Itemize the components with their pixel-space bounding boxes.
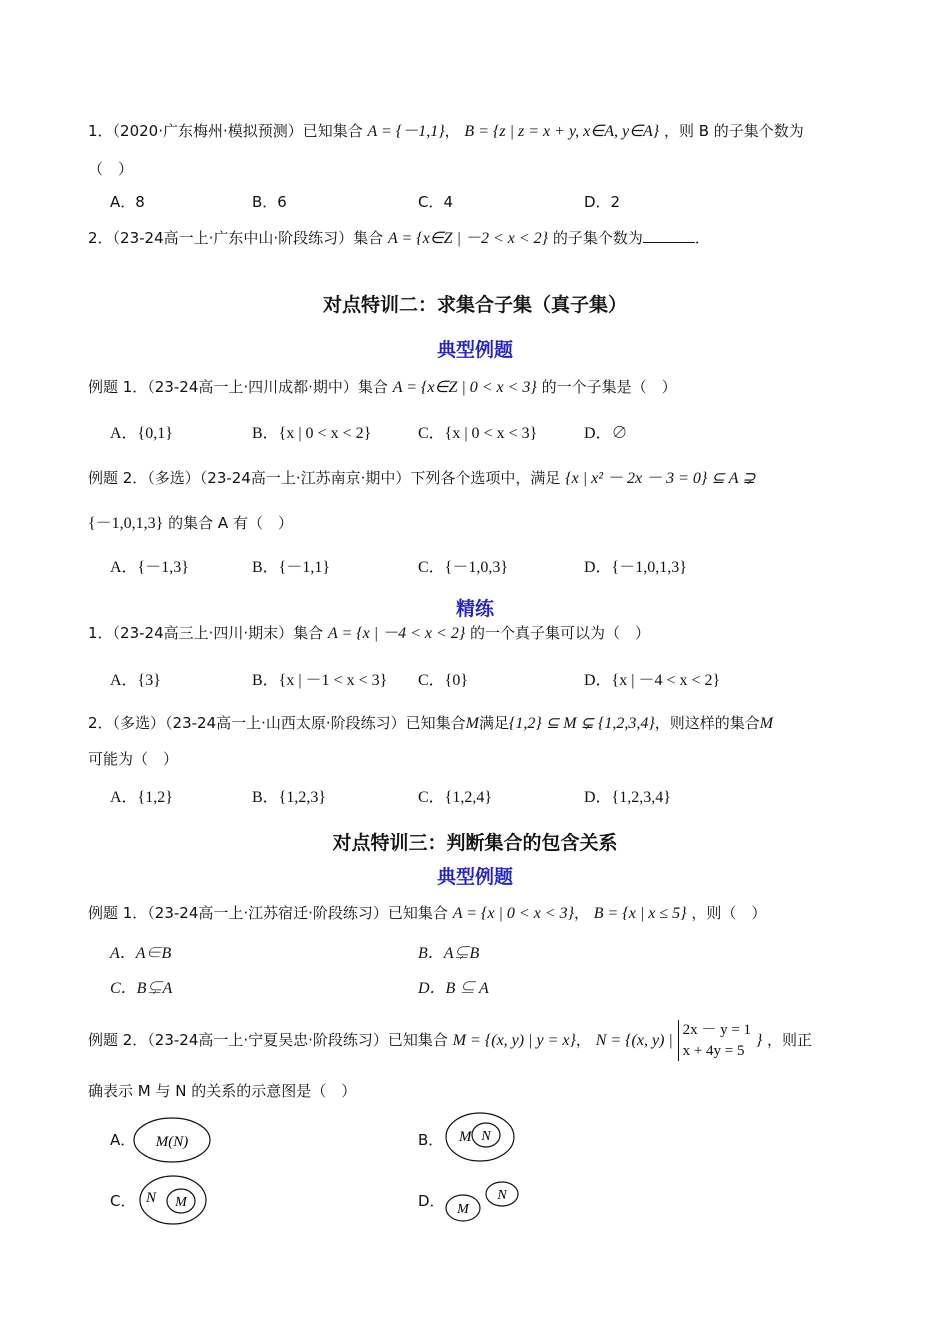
venn-d-n-label: N — [497, 1188, 507, 1203]
venn-c-outer-label: N — [146, 1190, 157, 1206]
q1-set-b: B = {z | z = x + y, x∈A, y∈A} — [464, 123, 660, 140]
s3-ex2-option-b[interactable]: B． — [418, 1131, 444, 1149]
venn-d-m-label: M — [457, 1202, 469, 1217]
section2-title: 对点特训二：求集合子集（真子集） — [322, 294, 627, 316]
venn-b-inner-label: N — [481, 1129, 491, 1144]
s3-ex1-option-d[interactable]: D．B ⊆ A — [418, 980, 489, 997]
q1-option-b[interactable]: B．6 — [252, 193, 287, 211]
s3-ex1-line: 例题 1．（23-24高一上·江苏宿迁·阶段练习）已知集合 A = {x | 0 < x < 3}， B = {x | x ≤ 5} ，则（ ） — [88, 904, 767, 922]
q1-prefix: 1．（2020·广东梅州·模拟预测）已知集合 — [88, 122, 363, 140]
q2-prefix: 2．（23-24高一上·广东中山·阶段练习）集合 — [88, 229, 384, 247]
s2-ex2-option-b[interactable]: B．{－1,1} — [252, 559, 331, 576]
s2-p2-line: 2．（多选）（23-24高一上·山西太原·阶段练习）已知集合M满足{1,2} ⊆ M ⊊ {1,2,3,4}，则这样的集合M — [88, 714, 774, 732]
q1-option-a[interactable]: A．8 — [110, 193, 145, 211]
s3-ex2-line2: 确表示 M 与 N 的关系的示意图是（ ） — [88, 1082, 357, 1100]
s2-p1-option-b[interactable]: B．{x | －1 < x < 3} — [252, 672, 388, 689]
s2-p1-set: A = {x | －4 < x < 2} — [327, 625, 466, 642]
s3-ex1-option-c[interactable]: C．B⊊A — [110, 980, 173, 997]
q1-set-a: A = {－1,1} — [367, 123, 445, 140]
q1-line: 1．（2020·广东梅州·模拟预测）已知集合 A = {－1,1}， B = {z | z = x + y, x∈A, y∈A} ，则 B 的子集个数为 — [88, 122, 804, 140]
s2-p1-option-a[interactable]: A．{3} — [110, 672, 161, 689]
venn-c-inner-label: M — [175, 1195, 187, 1210]
section2-examples-title: 典型例题 — [436, 339, 513, 361]
q2-set: A = {x∈Z | －2 < x < 2} — [387, 230, 549, 247]
s2-ex1-option-b[interactable]: B．{x | 0 < x < 2} — [252, 425, 372, 442]
venn-b-outer-label: M — [459, 1129, 472, 1145]
venn-diagram-b[interactable] — [444, 1111, 516, 1163]
s2-ex1-option-a[interactable]: A．{0,1} — [110, 425, 173, 442]
s3-ex1-set-b: B = {x | x ≤ 5} — [593, 905, 687, 922]
s3-ex2-option-c[interactable]: C． — [110, 1192, 136, 1210]
s2-p2-option-a[interactable]: A．{1,2} — [110, 789, 173, 806]
s3-ex1-option-a[interactable]: A．A∈B — [110, 945, 172, 962]
s3-ex1-set-a: A = {x | 0 < x < 3} — [452, 905, 574, 922]
section3-title: 对点特训三：判断集合的包含关系 — [332, 832, 618, 854]
q1-option-d[interactable]: D．2 — [584, 193, 621, 211]
s2-ex1-option-d[interactable]: D．∅ — [584, 425, 628, 442]
q1-suffix: ，则 B 的子集个数为 — [663, 122, 804, 140]
s2-ex2-option-c[interactable]: C．{－1,0,3} — [418, 559, 509, 576]
s2-p2-option-c[interactable]: C．{1,2,4} — [418, 789, 493, 806]
venn-a-label: M(N) — [155, 1134, 189, 1150]
venn-diagram-d[interactable] — [444, 1178, 522, 1224]
venn-diagram-c[interactable] — [138, 1174, 208, 1226]
section3-examples-title: 典型例题 — [436, 866, 513, 888]
practice-title: 精练 — [455, 598, 494, 620]
s2-p1-option-c[interactable]: C．{0} — [418, 672, 469, 689]
s2-ex1-line: 例题 1．（23-24高一上·四川成都·期中）集合 A = {x∈Z | 0 < x < 3} 的一个子集是（ ） — [88, 378, 677, 396]
s2-ex2-option-a[interactable]: A．{－1,3} — [110, 559, 189, 576]
s2-p2-option-d[interactable]: D．{1,2,3,4} — [584, 789, 671, 806]
q2-suffix: 的子集个数为 — [552, 229, 643, 247]
q2-answer-blank[interactable] — [643, 228, 695, 243]
s2-ex1-set: A = {x∈Z | 0 < x < 3} — [392, 379, 537, 396]
q2-line: 2．（23-24高一上·广东中山·阶段练习）集合 A = {x∈Z | －2 < x < 2} 的子集个数为 ． — [88, 229, 710, 247]
s3-ex2-equation-system: 2x － y = 1 x + 4y = 5 — [678, 1020, 751, 1061]
s3-ex2-option-d[interactable]: D． — [418, 1192, 445, 1210]
ellipse-outer — [446, 1113, 514, 1161]
s2-ex2-line2: {－1,0,1,3} 的集合 A 有（ ） — [88, 514, 293, 532]
s3-ex1-option-b[interactable]: B．A⊊B — [418, 945, 480, 962]
s2-ex1-option-c[interactable]: C．{x | 0 < x < 3} — [418, 425, 538, 442]
s3-ex2-set-m: M = {(x, y) | y = x} — [452, 1032, 576, 1049]
s3-ex2-line: 例题 2．（23-24高一上·宁夏吴忠·阶段练习）已知集合 M = {(x, y) | y = x}， N = {(x, y) | 2x － y = 1 x + 4y = 5 } ，则正 — [88, 1020, 812, 1061]
s2-p1-option-d[interactable]: D．{x | －4 < x < 2} — [584, 672, 721, 689]
s2-ex2-line: 例题 2．（多选）（23-24高一上·江苏南京·期中）下列各个选项中，满足 {x | x² － 2x － 3 = 0} ⊆ A ⊋ — [88, 469, 756, 487]
s2-ex2-set: {x | x² － 2x － 3 = 0} ⊆ A ⊋ — [565, 470, 756, 487]
s2-p1-line: 1．（23-24高三上·四川·期末）集合 A = {x | －4 < x < 2} 的一个真子集可以为（ ） — [88, 624, 651, 642]
s2-p2-option-b[interactable]: B．{1,2,3} — [252, 789, 327, 806]
venn-diagram-a[interactable] — [132, 1116, 212, 1164]
q1-paren: （ ） — [88, 160, 134, 178]
s2-ex2-option-d[interactable]: D．{－1,0,1,3} — [584, 559, 687, 576]
s2-p2-line2: 可能为（ ） — [88, 750, 179, 768]
q1-option-c[interactable]: C．4 — [418, 193, 454, 211]
s3-ex2-option-a[interactable]: A． — [110, 1131, 136, 1149]
s2-p2-relation: {1,2} ⊆ M ⊊ {1,2,3,4} — [509, 715, 655, 732]
